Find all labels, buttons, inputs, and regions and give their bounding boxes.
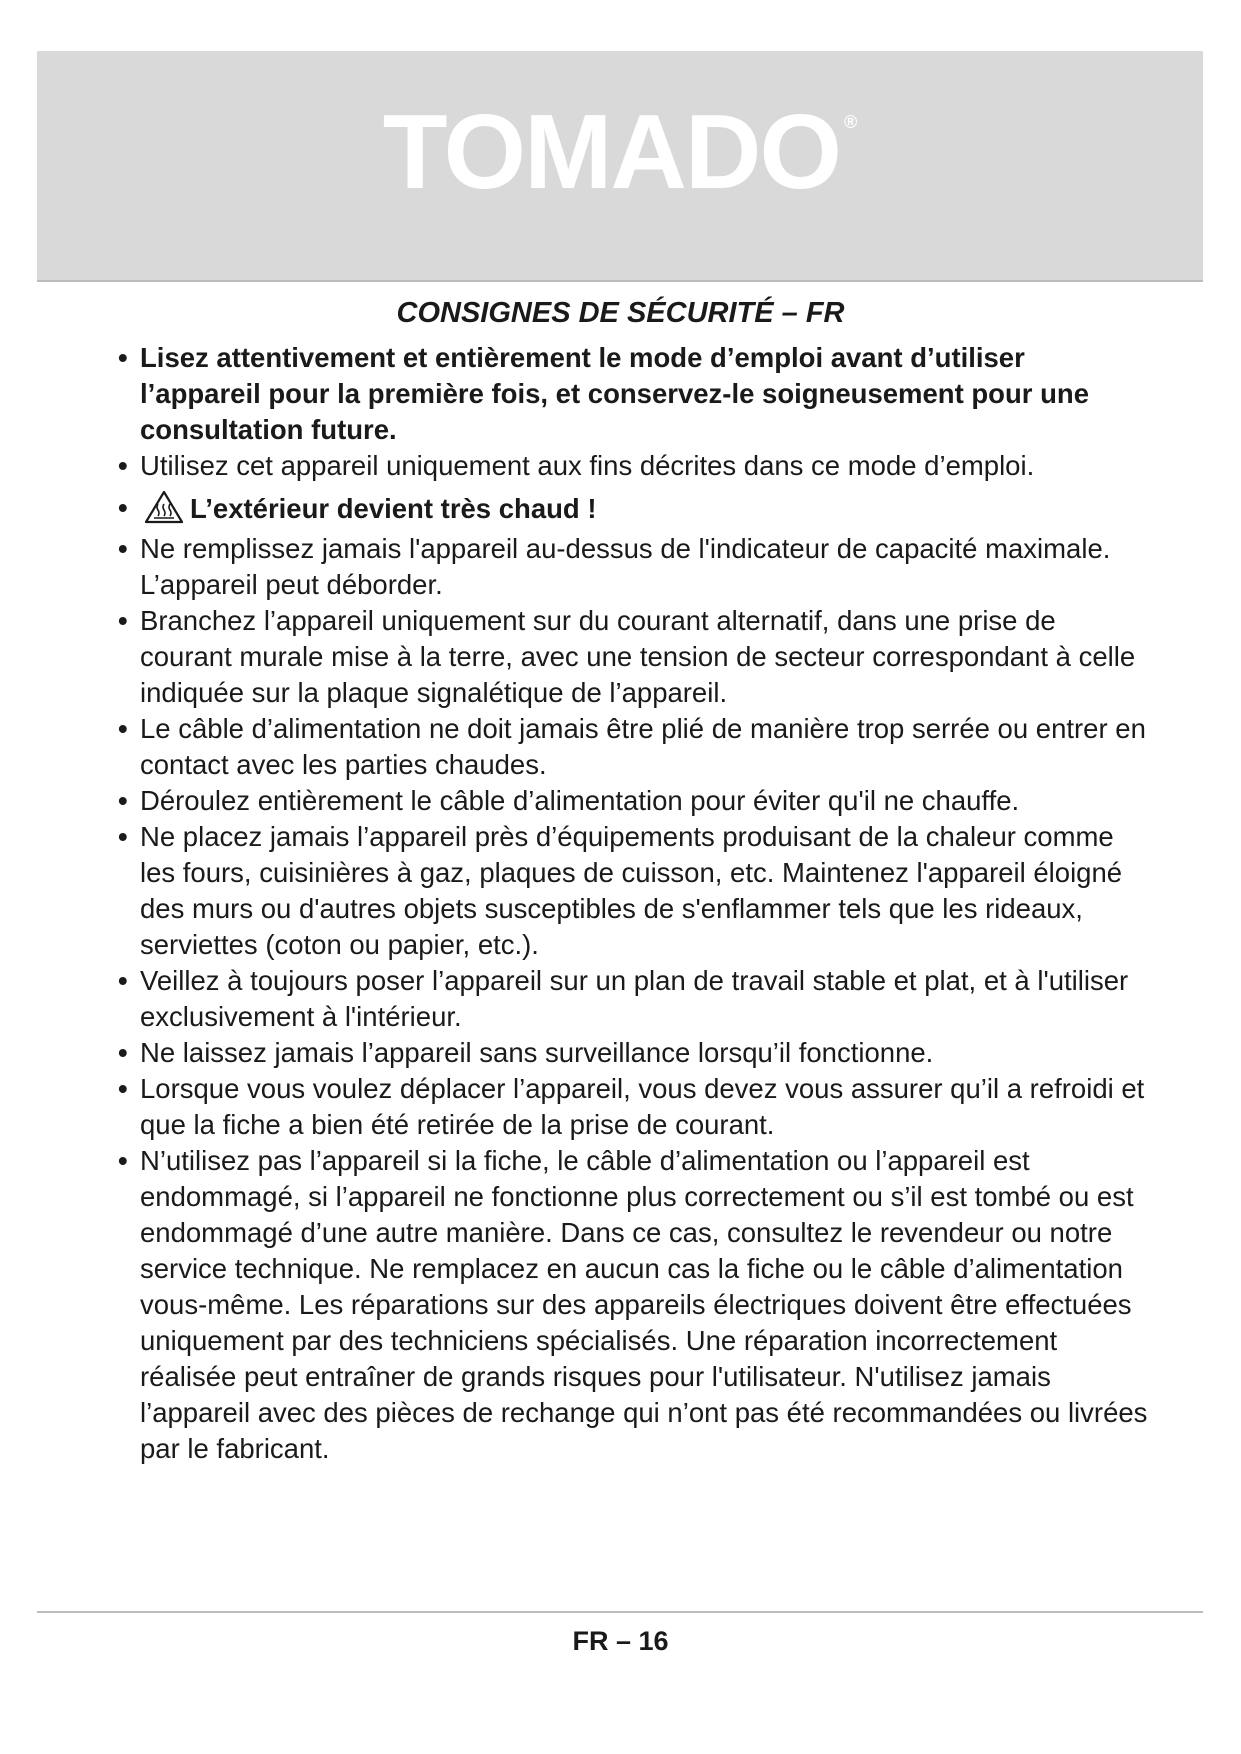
list-item: [118, 819, 1148, 963]
logo-text: TOMADO: [382, 93, 840, 211]
list-item-text: Lorsque vous voulez déplacer l’appareil, vous devez vous assurer qu’il a refroidi et que la fiche a bien été retirée de la prise de courant.: [140, 1073, 1145, 1140]
bullet: •: [118, 492, 128, 523]
list-item-hot-warning: [118, 490, 1148, 527]
list-item-text: Le câble d’alimentation ne doit jamais être plié de manière trop serrée ou entrer en contact avec les parties chaudes.: [140, 713, 1146, 780]
registered-mark: ®: [843, 112, 858, 132]
bullet: •: [118, 450, 128, 481]
bullet: •: [118, 713, 128, 744]
bullet: •: [118, 605, 128, 636]
list-item: [118, 963, 1148, 1035]
list-item: [118, 711, 1148, 783]
page-number: FR – 16: [572, 1626, 669, 1656]
page-title: CONSIGNES DE SÉCURITÉ – FR: [396, 297, 845, 329]
list-item-text: Déroulez entièrement le câble d’alimentation pour éviter qu'il ne chauffe.: [140, 785, 1020, 816]
brand-logo: [37, 93, 1203, 211]
hot-surface-warning-icon: [144, 490, 184, 524]
bullet: •: [118, 965, 128, 996]
bullet: •: [118, 1145, 128, 1176]
list-item: [118, 340, 1148, 448]
list-item: [118, 783, 1148, 819]
bullet: •: [118, 1073, 128, 1104]
footer-divider: [37, 1611, 1203, 1613]
list-item-text: N’utilisez pas l’appareil si la fiche, le câble d’alimentation ou l’appareil est endommagé, si l’appareil ne fonctionne plus correctement ou s’il est tombé ou est endommagé d’une autre manière. Dans ce cas, consultez le revendeur ou notre service technique. Ne remplacez en aucun cas la fiche ou le câble d’alimentation vous-même. Les réparations sur des appareils électriques doivent être effectuées uniquement par des techniciens spécialisés. Une réparation incorrectement réalisée peut entraîner de grands risques pour l'utilisateur. N'utilisez jamais l’appareil avec des pièces de rechange qui n’ont pas été recommandées ou livrées par le fabricant.: [140, 1145, 1148, 1464]
bullet: •: [118, 785, 128, 816]
list-item-text: Lisez attentivement et entièrement le mode d’emploi avant d’utiliser l’appareil pour la première fois, et conservez-le soigneusement pour une consultation future.: [140, 342, 1090, 445]
header-banner: [37, 51, 1203, 282]
bullet: •: [118, 533, 128, 564]
list-item: [118, 1143, 1148, 1467]
list-item-text: Ne laissez jamais l’appareil sans surveillance lorsqu’il fonctionne.: [140, 1037, 934, 1068]
list-item: [118, 1035, 1148, 1071]
list-item-text: Ne remplissez jamais l'appareil au-dessus de l'indicateur de capacité maximale. L’appareil peut déborder.: [140, 533, 1111, 600]
bullet: •: [118, 342, 128, 373]
list-item-text: Veillez à toujours poser l’appareil sur un plan de travail stable et plat, et à l'utiliser exclusivement à l'intérieur.: [140, 965, 1129, 1032]
list-item-text: Branchez l’appareil uniquement sur du courant alternatif, dans une prise de courant murale mise à la terre, avec une tension de secteur correspondant à celle indiquée sur la plaque signalétique de l’appareil.: [140, 605, 1136, 708]
list-item-text: Utilisez cet appareil uniquement aux fins décrites dans ce mode d’emploi.: [140, 450, 1035, 481]
list-item: [118, 1071, 1148, 1143]
list-item: [118, 603, 1148, 711]
bullet: •: [118, 821, 128, 852]
list-item-text: L’extérieur devient très chaud !: [190, 493, 597, 524]
list-item-text: Ne placez jamais l’appareil près d’équipements produisant de la chaleur comme les fours, cuisinières à gaz, plaques de cuisson, etc. Maintenez l'appareil éloigné des murs ou d'autres objets susceptibles de s'enflammer tels que les rideaux, serviettes (coton ou papier, etc.).: [140, 821, 1123, 960]
safety-instructions-list: [118, 340, 1148, 1467]
list-item: [118, 448, 1148, 484]
bullet: •: [118, 1037, 128, 1068]
list-item: [118, 531, 1148, 603]
